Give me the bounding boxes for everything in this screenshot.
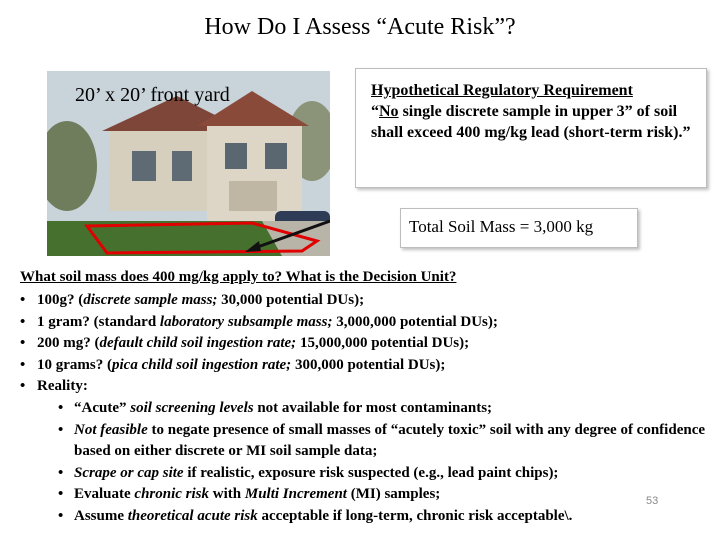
requirement-heading: Hypothetical Regulatory Requirement <box>371 82 633 99</box>
list-item: • Reality: <box>20 376 498 398</box>
list-item: • 100g? (discrete sample mass; 30,000 potential DUs); <box>20 290 498 312</box>
decision-unit-question: What soil mass does 400 mg/kg apply to? What is the Decision Unit? <box>20 269 457 285</box>
list-item: • Not feasible to negate presence of small masses of “acutely toxic” soil with any degree of confidence based on either discrete or MI soil sample data; <box>58 420 708 463</box>
list-item: • Evaluate chronic risk with Multi Increment (MI) samples; <box>58 484 708 506</box>
photo-caption: 20’ x 20’ front yard <box>75 84 230 106</box>
requirement-body: “No single discrete sample in upper 3” of soil shall exceed 400 mg/kg lead (short-term risk).” <box>371 103 691 141</box>
list-item: • Assume theoretical acute risk acceptable if long-term, chronic risk acceptable\. <box>58 506 708 528</box>
reality-list <box>58 398 708 527</box>
total-mass-text: Total Soil Mass = 3,000 kg <box>409 217 594 236</box>
list-item: • 200 mg? (default child soil ingestion rate; 15,000,000 potential DUs); <box>20 333 498 355</box>
requirement-no-word: No <box>379 103 399 120</box>
list-item: • 1 gram? (standard laboratory subsample mass; 3,000,000 potential DUs); <box>20 312 498 334</box>
mass-options-list <box>20 290 498 398</box>
list-item: • 10 grams? (pica child soil ingestion rate; 300,000 potential DUs); <box>20 355 498 377</box>
slide-title: How Do I Assess “Acute Risk”? <box>204 14 516 40</box>
requirement-text <box>371 80 706 143</box>
list-item: • Scrape or cap site if realistic, exposure risk suspected (e.g., lead paint chips); <box>58 463 708 485</box>
page-number: 53 <box>646 495 659 507</box>
list-item: • “Acute” soil screening levels not available for most contaminants; <box>58 398 708 420</box>
